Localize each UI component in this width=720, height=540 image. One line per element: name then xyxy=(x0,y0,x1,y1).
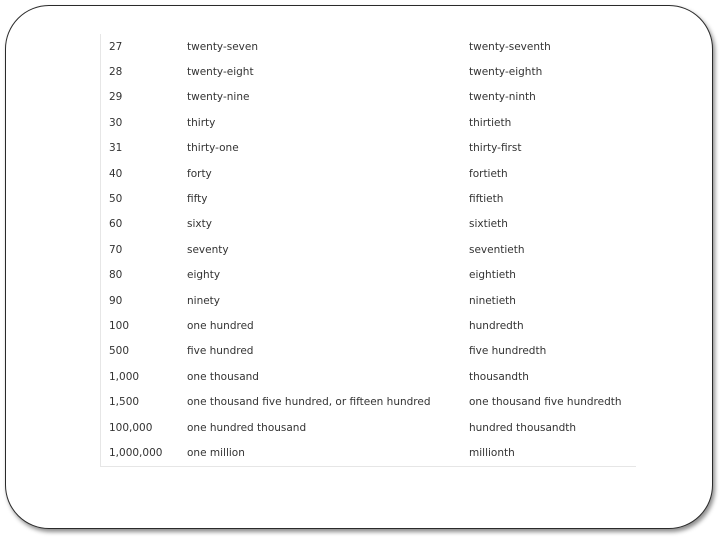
number-cell: 100,000 xyxy=(109,421,153,434)
ordinal-cell: ninetieth xyxy=(469,294,516,307)
number-cell: 50 xyxy=(109,193,123,206)
table-row xyxy=(101,136,636,161)
table-row xyxy=(101,237,636,262)
number-cell: 500 xyxy=(109,345,130,358)
cardinal-cell: ninety xyxy=(187,294,221,307)
cardinal-cell: one hundred xyxy=(187,319,254,332)
cardinal-cell: one million xyxy=(187,446,245,459)
table-row xyxy=(101,288,636,313)
ordinal-cell: fortieth xyxy=(469,167,508,180)
cardinal-cell: thirty xyxy=(187,116,216,129)
cardinal-cell: twenty-eight xyxy=(187,66,254,79)
slide-frame xyxy=(5,5,713,529)
number-words-table xyxy=(101,34,636,466)
cardinal-cell: eighty xyxy=(187,269,221,282)
number-table-body xyxy=(101,34,636,466)
ordinal-cell: thirty-first xyxy=(469,142,522,155)
number-cell: 70 xyxy=(109,243,123,256)
cardinal-cell: twenty-nine xyxy=(187,91,250,104)
number-cell: 1,000,000 xyxy=(109,446,163,459)
number-cell: 1,500 xyxy=(109,396,140,409)
ordinal-cell: sixtieth xyxy=(469,218,508,231)
number-cell: 30 xyxy=(109,116,123,129)
number-cell: 100 xyxy=(109,319,130,332)
cardinal-cell: five hundred xyxy=(187,345,254,358)
number-cell: 90 xyxy=(109,294,123,307)
number-table-container xyxy=(100,34,636,467)
cardinal-cell: one hundred thousand xyxy=(187,421,307,434)
table-row xyxy=(101,415,636,440)
number-cell: 27 xyxy=(109,40,123,53)
ordinal-cell: twenty-ninth xyxy=(469,91,536,104)
table-row xyxy=(101,212,636,237)
table-row xyxy=(101,313,636,338)
table-row xyxy=(101,85,636,110)
cardinal-cell: forty xyxy=(187,167,212,180)
table-row xyxy=(101,440,636,465)
ordinal-cell: fiftieth xyxy=(469,193,504,206)
table-row xyxy=(101,110,636,135)
ordinal-cell: millionth xyxy=(469,446,515,459)
table-row xyxy=(101,389,636,414)
number-cell: 60 xyxy=(109,218,123,231)
ordinal-cell: hundredth xyxy=(469,319,524,332)
table-row xyxy=(101,339,636,364)
cardinal-cell: seventy xyxy=(187,243,229,256)
number-cell: 80 xyxy=(109,269,123,282)
ordinal-cell: eightieth xyxy=(469,269,516,282)
ordinal-cell: thousandth xyxy=(469,370,529,383)
ordinal-cell: twenty-seventh xyxy=(469,40,551,53)
cardinal-cell: one thousand five hundred, or fifteen hundred xyxy=(187,396,431,409)
table-row xyxy=(101,59,636,84)
ordinal-cell: thirtieth xyxy=(469,116,512,129)
cardinal-cell: thirty-one xyxy=(187,142,239,155)
cardinal-cell: fifty xyxy=(187,193,208,206)
number-cell: 31 xyxy=(109,142,123,155)
ordinal-cell: seventieth xyxy=(469,243,525,256)
table-row xyxy=(101,364,636,389)
ordinal-cell: twenty-eighth xyxy=(469,66,543,79)
ordinal-cell: five hundredth xyxy=(469,345,547,358)
number-cell: 28 xyxy=(109,66,123,79)
table-row xyxy=(101,186,636,211)
cardinal-cell: one thousand xyxy=(187,370,259,383)
table-row xyxy=(101,263,636,288)
cardinal-cell: sixty xyxy=(187,218,212,231)
number-cell: 40 xyxy=(109,167,123,180)
number-cell: 1,000 xyxy=(109,370,140,383)
ordinal-cell: one thousand five hundredth xyxy=(469,396,622,409)
table-row xyxy=(101,161,636,186)
ordinal-cell: hundred thousandth xyxy=(469,421,577,434)
number-cell: 29 xyxy=(109,91,123,104)
table-row xyxy=(101,34,636,59)
cardinal-cell: twenty-seven xyxy=(187,40,259,53)
